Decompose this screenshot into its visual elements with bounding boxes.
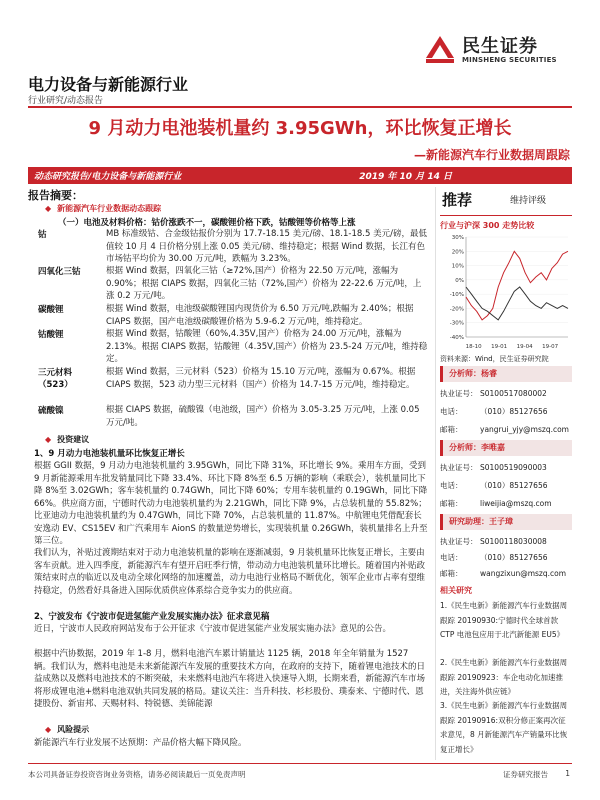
row-label-ncm523: 三元材料（523） — [38, 368, 73, 390]
row-label-cobalt: 钴 — [38, 230, 47, 240]
analyst-bar-1: 分析师：杨睿 — [440, 366, 572, 382]
subsection-heading: （一）电池及材料价格：钴价涨跌不一，碳酸锂价格下跌，钴酸锂等价格等上涨 — [58, 218, 356, 228]
analyst2-phone: 电话： （010）85127656 — [440, 481, 548, 490]
analyst-bar-3: 研究助理：王子璋 — [440, 514, 572, 530]
section-heading-3: ◆ 风险提示 — [45, 725, 90, 734]
report-date: 2019 年 10 月 14 日 — [359, 172, 452, 182]
y-tick-label: -30% — [449, 320, 464, 327]
analyst2-cert: 执业证号： S0100519090003 — [440, 463, 547, 472]
chart-source: 资料来源：Wind，民生证券研究院 — [440, 355, 549, 363]
brand-logo — [422, 30, 572, 70]
analyst1-email[interactable]: 邮箱： yangrui_yjy@mszq.com — [440, 425, 569, 434]
analyst1-cert: 执业证号： S0100517080002 — [440, 389, 547, 398]
row-text-niso4: 根据 CIAPS 数据，硫酸镍（电池级，国产）价格为 3.05-3.25 万元/吨，上涨 0.05 万元/吨。 — [106, 405, 420, 428]
footer-brand: 证券研究报告 — [503, 770, 548, 779]
x-tick-label: 19-04 — [516, 344, 533, 350]
series-line-1 — [466, 251, 568, 320]
row-label-niso4: 硫酸镍 — [38, 406, 64, 416]
analyst-bar-2: 分析师：李唯嘉 — [440, 440, 572, 456]
point2-text-2: 根据中汽协数据，2019 年 1-8 月，燃料电池汽车累计销量达 1125 辆，2018 年全年销量为 1527 辆。我们认为，燃料电池是未来新能源汽车发展的重要技术方向，在政府的支持下，随着锂电池技术的日益成熟以及燃料电池技术的不断突破，未来燃料电池汽车将进入快速导入期，长期来看，新能源汽车市场将形成锂电池+燃料电池双轨共同发展的格局。建议关注：当升科技、杉杉股份、璞泰来、宁德时代、恩捷股份、新宙邦、天赐材料、特锐德、美锦能源 — [34, 649, 426, 709]
report-title: 9 月动力电池装机量约 3.95GWh，环比恢复正增长 — [88, 118, 512, 139]
point2-heading: 2、宁波发布《宁波市促进氢能产业发展实施办法》征求意见稿 — [34, 612, 270, 622]
row-label-lco: 钴酸锂 — [38, 330, 64, 340]
related-item-1[interactable]: 1.《民生电新》新能源汽车行业数据周跟踪 20190930:宁德时代全球首款 CTP 电池包应用于北汽新能源 EU5》 — [440, 601, 568, 639]
report-subtitle: —新能源汽车行业数据周跟踪 — [413, 148, 570, 162]
point2-text: 近日，宁波市人民政府网站发布于公开征求《宁波市促进氢能产业发展实施办法》意见的公告。 — [34, 624, 392, 634]
brand-name-en: MINSHENG SECURITIES — [462, 56, 557, 64]
x-tick-label: 18-10 — [465, 344, 482, 350]
series-line-2 — [466, 287, 568, 320]
brand-mark-icon — [422, 32, 458, 66]
y-tick-label: -10% — [449, 292, 464, 299]
rating-label: 推荐 — [442, 191, 473, 209]
y-tick-label: 30% — [451, 235, 464, 241]
related-item-3[interactable]: 3.《民生电新》新能源汽车行业数据周跟踪 20190916:双积分修正案再次征求意见，8 月新能源汽车产销量环比恢复正增长》 — [440, 701, 568, 754]
rating-box — [440, 187, 572, 211]
category-label: 动态研究报告/电力设备与新能源行业 — [34, 172, 182, 182]
column-divider — [435, 187, 436, 760]
y-tick-label: 0% — [455, 277, 464, 284]
top-divider — [28, 106, 572, 108]
industry-title: 电力设备与新能源行业 — [28, 75, 189, 94]
analyst2-email[interactable]: 邮箱： liweijia@mszq.com — [440, 499, 552, 508]
point1-text: 根据 GGII 数据，9 月动力电池装机量约 3.95GWh，同比下降 31%，环比增长 9%。乘用车方面，受到 9 月新能源乘用车批发销量同比下降 33.4%、环比下降 8%至 6.5 万辆的影响（乘联会），装机量同比下降 8%至 3.02GWh；客车装机量约 0.74GWh，同比下降 60%；专用车装机量约 0.19GWh，同比下降 66%。供应商方面，宁德时代动力电池装机量约为 2.21GWh，同比下降 9%，占总装机量的 55.82%；比亚迪动力电池装机量约为 0.47GWh，同比下降 70%，占总装机量的 11.87%。中航锂电凭借配套长安逸动 EV、CS15EV 和广汽乘用车 AionS 的数量逆势增长，实现装机量 0.26GWh，装机量排名上升至第三位。 — [34, 461, 428, 546]
rating-status: 维持评级 — [510, 196, 547, 206]
row-label-co3o4: 四氧化三钴 — [38, 267, 81, 277]
x-tick-label: 19-01 — [491, 344, 508, 350]
diamond-bullet-icon: ◆ — [45, 725, 52, 734]
point1-heading: 1、9 月动力电池装机量环比恢复正增长 — [34, 449, 185, 459]
point1-text-2: 我们认为，补贴过渡期结束对于动力电池装机量的影响在逐渐减弱，9 月装机量环比恢复正增长，主要由客车贡献。进入四季度，新能源汽车有望开启旺季行情，带动动力电池装机量环比增长。随着国内补贴政策结束时点的临近以及电动全球化网络的加速覆盖，动力电池行业格局不断优化，领军企业市占率有望维持稳定，仍然看好具备进入国际优质供应体系综合竞争实力的供应商。 — [34, 548, 426, 596]
analyst3-cert: 执业证号： S0100118030008 — [440, 537, 547, 546]
row-text-ncm523: 根据 Wind 数据，三元材料（523）价格为 15.10 万元/吨，涨幅为 0.67%。根据 CIAPS 数据，523 动力型三元材料（国产）价格为 14.7-15 万元/吨，维持稳定。 — [106, 367, 416, 390]
footer-disclaimer: 本公司具备证券投资咨询业务资格，请务必阅读最后一页免责声明 — [28, 770, 246, 779]
row-text-co3o4: 根据 Wind 数据，四氧化三钴（≥72%,国产）价格为 22.50 万元/吨，涨幅为 0.90%；根据 CIAPS 数据，四氧化三钴（72%,国产）价格为 22-22.6 万元/吨，上涨 0.2 万元/吨。 — [106, 266, 422, 301]
analyst3-phone: 电话： （010）85127656 — [440, 553, 548, 562]
section-heading-2: ◆ 投资建议 — [45, 435, 90, 444]
analyst3-email[interactable]: 邮箱： wangzixun@mszq.com — [440, 569, 567, 578]
page-number: 1 — [565, 769, 570, 778]
diamond-bullet-icon: ◆ — [45, 435, 52, 444]
report-type: 行业研究/动态报告 — [28, 96, 104, 106]
related-item-2[interactable]: 2.《民生电新》新能源汽车行业数据周跟踪 20190923：车企电动化加速推进，关注海外供应链》 — [440, 658, 568, 696]
rating-divider — [440, 215, 572, 216]
chart-title: 行业与沪深 300 走势比较 — [440, 221, 535, 230]
row-label-li2co3: 碳酸锂 — [38, 305, 64, 315]
row-text-lco: 根据 Wind 数据，钴酸锂（60%,4.35V,国产）价格为 24.00 万元/吨，涨幅为 2.13%。根据 CIAPS 数据，钴酸锂（4.35V,国产）价格为 23.5-24 万元/吨，维持稳定。 — [106, 329, 428, 364]
y-tick-label: 10% — [451, 263, 464, 270]
brand-name-cn: 民生证券 — [462, 36, 538, 57]
analyst1-phone: 电话： （010）85127656 — [440, 407, 548, 416]
risk-text: 新能源汽车行业发展不达预期：产品价格大幅下降风险。 — [34, 738, 247, 748]
diamond-bullet-icon: ◆ — [45, 204, 52, 213]
summary-heading: 报告摘要： — [28, 189, 83, 202]
y-tick-label: -40% — [449, 335, 464, 341]
x-tick-label: 19-07 — [542, 344, 559, 350]
trend-chart — [440, 233, 572, 351]
footer-divider — [28, 763, 572, 764]
related-heading: 相关研究 — [440, 586, 472, 595]
y-tick-label: -20% — [449, 306, 464, 313]
y-tick-label: 20% — [451, 249, 464, 256]
row-text-li2co3: 根据 Wind 数据，电池级碳酸锂国内现货价为 6.50 万元/吨,跌幅为 2.40%；根据 CIAPS 数据，国产电池级碳酸锂价格为 5.9-6.2 万元/吨，维持稳定。 — [106, 304, 414, 327]
row-text-cobalt: MB 标准级钴、合金级钴报价分别为 17.7-18.15 美元/磅、18.1-18.5 美元/磅，最低值较 10 月 4 日价格分别上涨 0.05 美元/磅、维持稳定；根据 Wind 数据，长江有色市场钴平均价为 30.00 万元/吨，跌幅为 3.23%。 — [106, 229, 427, 264]
category-bar — [28, 167, 572, 184]
section-heading-1: ◆ 新能源汽车行业数据动态跟踪 — [45, 204, 162, 213]
